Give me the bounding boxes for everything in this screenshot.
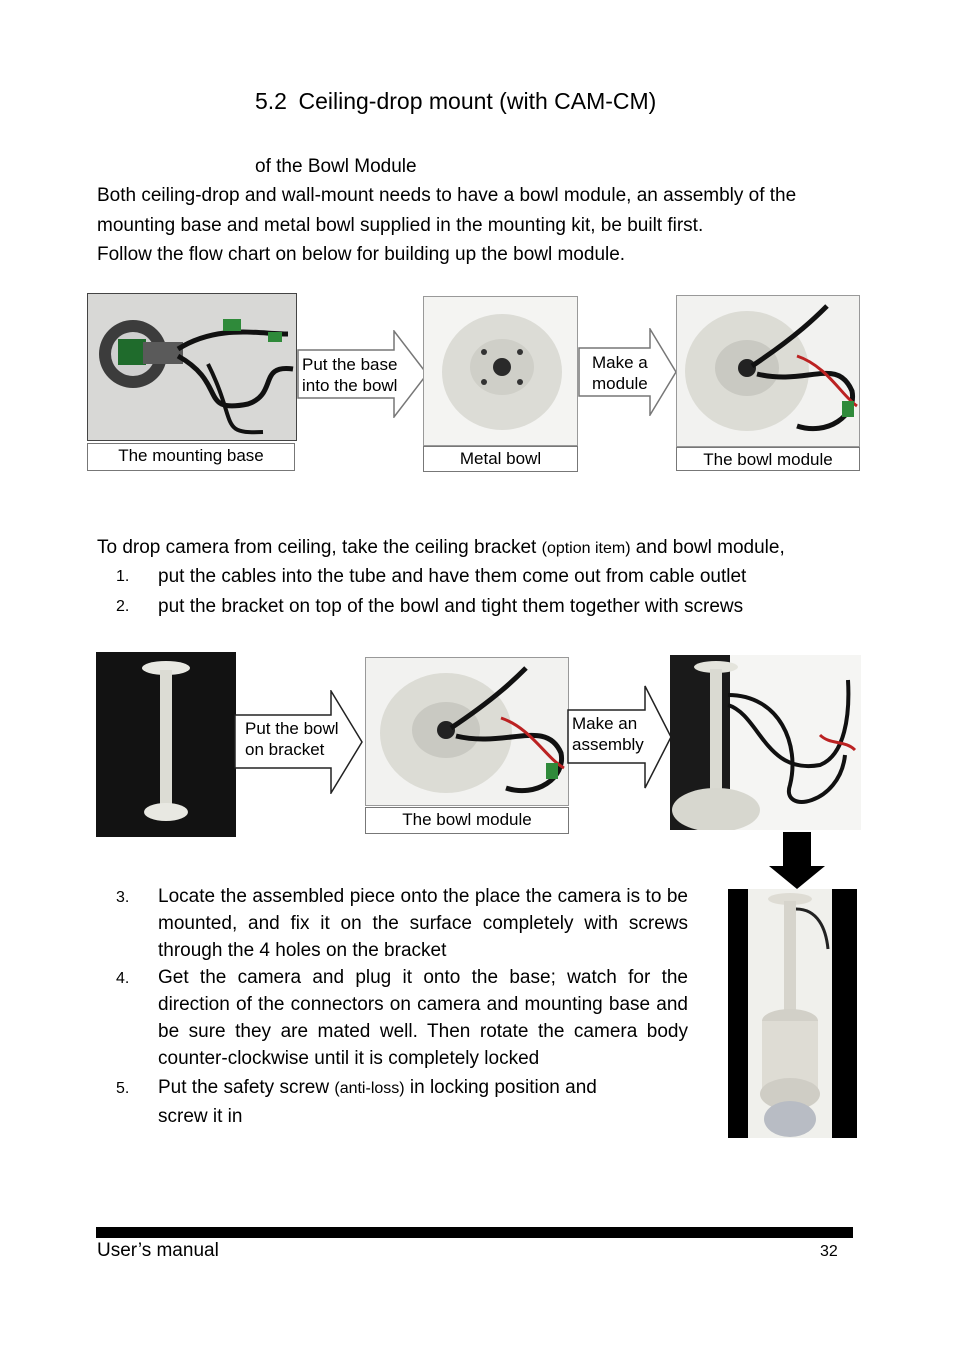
footer-rule — [96, 1227, 853, 1238]
metal-bowl-photo — [423, 296, 578, 446]
step-1-text: put the cables into the tube and have them come out from cable outlet — [158, 566, 747, 587]
step-3-number: 3. — [116, 889, 130, 906]
arrow-label-4b: assembly — [572, 735, 644, 754]
ceiling-bracket-photo — [96, 652, 236, 837]
step-5-number: 5. — [116, 1080, 130, 1097]
mounted-camera-photo — [728, 889, 857, 1138]
step-3-text: Locate the assembled piece onto the place the camera is to be mounted, and fix it on the surface completely with screws through the 4 holes on the bracket — [158, 886, 688, 961]
assembly-photo — [670, 655, 861, 830]
step-4-number: 4. — [116, 970, 130, 987]
intro-line-1: Both ceiling-drop and wall-mount needs to have a bowl module, an assembly of the — [97, 185, 797, 206]
caption-metal-bowl: Metal bowl — [423, 446, 578, 472]
arrow-label-1a: Put the base — [302, 355, 398, 374]
subheading: of the Bowl Module — [255, 156, 417, 177]
step-2-text: put the bracket on top of the bowl and tight them together with screws — [158, 596, 744, 617]
step-4-text: Get the camera and plug it onto the base; watch for the direction of the connectors on camera and mounting base and be sure they are mated well. Then rotate the camera body counter-clockwise until it is completely locked — [158, 967, 688, 1069]
arrow-label-3a: Put the bowl — [245, 719, 339, 738]
caption-bowl-module-2: The bowl module — [365, 807, 569, 834]
step-1-number: 1. — [116, 568, 130, 585]
bowl-module-photo — [676, 295, 860, 447]
intro-line-2: mounting base and metal bowl supplied in the mounting kit, be built first. — [97, 215, 704, 236]
arrow-label-3b: on bracket — [245, 740, 325, 759]
caption-mounting-base: The mounting base — [87, 443, 295, 471]
arrow-label-4a: Make an — [572, 714, 638, 733]
step-2-number: 2. — [116, 598, 130, 615]
step-5-text: Put the safety screw (anti-loss) in locking position and — [158, 1077, 597, 1098]
arrow-label-2b: module — [592, 374, 648, 393]
step-5-text-cont: screw it in — [158, 1106, 243, 1127]
arrow-label-1b: into the bowl — [302, 376, 398, 395]
footer-manual-label: User’s manual — [97, 1240, 219, 1261]
caption-bowl-module: The bowl module — [676, 447, 860, 471]
page-number: 32 — [820, 1243, 838, 1260]
section-heading: 5.2 Ceiling-drop mount (with CAM-CM) — [255, 88, 657, 114]
down-arrow-icon — [767, 832, 827, 890]
arrow-label-2a: Make a — [592, 353, 648, 372]
bowl-module-photo-2 — [365, 657, 569, 806]
intro-line-3: Follow the flow chart on below for building up the bowl module. — [97, 244, 626, 265]
ceiling-lead-text: To drop camera from ceiling, take the ceiling bracket (option item) and bowl module, — [97, 537, 785, 558]
mounting-base-photo — [87, 293, 297, 441]
